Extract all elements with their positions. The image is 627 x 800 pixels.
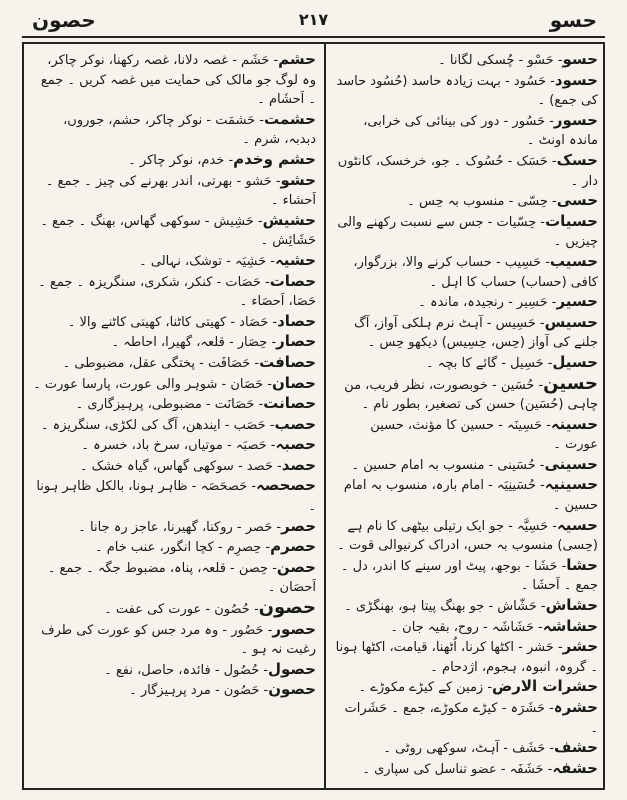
dictionary-entry (32, 211, 316, 251)
entry-headword: حصون (268, 680, 316, 699)
entry-headword: حسور (553, 110, 598, 129)
entry-definition: - حِسّیات - جس سے نسبت رکھنے والی چیزیں ۔ (337, 214, 598, 250)
entry-definition: - حُسَینِیَہ - امام بارہ، منسوب بہ امام حسین ۔ (343, 478, 598, 514)
dictionary-entry (334, 50, 598, 71)
entry-definition: - حَسِیب - حساب کرنے والا، بزرگوار، کافی (حساب) حساب کا اہل ۔ (353, 254, 598, 290)
entry-headword: حسیب (549, 251, 598, 270)
entry-headword: حشفہ (552, 758, 598, 777)
dictionary-entry (32, 476, 316, 516)
entry-definition: - حُسَینی - منسوب بہ امام حسین ۔ (351, 457, 545, 473)
entry-headword: حشرہ (553, 698, 598, 716)
entry-definition: - خدم، نوکر چاکر ۔ (128, 152, 234, 168)
entry-headword: حسیل (552, 352, 598, 371)
entry-definition: - حَصد - سوکھی گھاس، گیاہ خشک ۔ (79, 458, 282, 474)
entry-definition: - حَصَات - کنکر، شکری، سنگریزہ ۔ جمع ۔ حَصَا، اَحصَاء ۔ (38, 274, 316, 310)
entry-definition: - حُسَین - خوبصورت، نظر فریب، من چاہی (حُسَین) حسن کی تصغیر، بطور نام ۔ (344, 377, 598, 413)
right-column (334, 50, 598, 782)
entry-definition: - حَصُور - وہ مرد جس کو عورت کی طرف رغبت نہ ہو ۔ (41, 622, 316, 658)
entry-headword: حشو (280, 170, 316, 189)
entry-definition: - حَسْو - چُسکی لگانا ۔ (438, 53, 563, 68)
dictionary-entry (32, 435, 316, 456)
entry-definition: - حَسِینَہ - حسین کا مؤنث، حسین عورت ۔ (370, 417, 598, 453)
entry-headword: حصر (281, 516, 316, 535)
dictionary-entry (334, 698, 598, 738)
entry-definition: - حَشَم - غصہ دلانا، غصہ رکھنا، نوکر چاکر، وہ لوگ جو مالک کی حمایت میں غصہ کریں ۔ جمع ۔ اَحشَام ۔ (40, 53, 316, 108)
entry-definition: - حَشّاش - جو بھنگ پیتا ہو، بھنگڑی ۔ (344, 599, 546, 615)
entry-headword: حشا (566, 555, 598, 574)
dictionary-entry (334, 191, 598, 212)
entry-headword: حصافت (259, 352, 316, 371)
dictionary-entry (334, 111, 598, 151)
left-column (32, 50, 316, 782)
entry-headword: حسیس (544, 312, 598, 331)
header-rule (22, 36, 605, 38)
entry-headword: حصون (258, 597, 316, 619)
entry-headword: حشرات الارض (492, 677, 598, 696)
entry-definition: - حَصبَہ - موتیاں، سرخ باد، خسرہ ۔ (81, 438, 276, 454)
entry-definition: - حَسِیَّہ - جو ایک رتیلی بیٹھی کا نام ہے (حِسی) منسوب بہ حس، ادراک کرنیوالی قوت ۔ (337, 518, 598, 554)
entry-definition: - حَشَاشَہ - روح، بقیہ جان ۔ (390, 619, 543, 635)
dictionary-entry (334, 353, 598, 374)
entry-definition: - حَسِیل - گائے کا بچہ ۔ (426, 355, 553, 371)
entry-definition: - حَشَا - بوجھ، پیٹ اور سینے کا اندر، دل ۔ جمع ۔ اَحشَا ۔ (340, 558, 598, 594)
entry-headword: حسو (562, 50, 598, 68)
entry-definition: - حَسُور - دور کی بینائی کی خرابی، ماندہ اونٹ ۔ (363, 113, 598, 149)
entry-headword: حصانت (263, 394, 316, 413)
entry-definition: - حَصر - روکنا، گھیرنا، عاجز رہ جانا ۔ (78, 519, 282, 535)
dictionary-entry (32, 456, 316, 477)
entry-headword: حصان (271, 373, 316, 392)
right-running-head: حسو (549, 8, 597, 32)
page-number: ٢١٧ (298, 10, 329, 29)
entry-headword: حصبہ (275, 435, 316, 454)
entry-headword: حصور (272, 619, 316, 638)
entry-headword: حشم وخدم (233, 149, 316, 168)
entry-definition: - حَشر - اکٹھا کرنا، اُٹھنا، قیامت، اکٹھا ہونا ۔ گروہ، انبوہ، ہجوم، اژدحام ۔ (335, 640, 598, 675)
entry-headword: حشف (554, 738, 598, 757)
entry-definition: - حَشَف - آہٹ، سوکھی روٹی ۔ (383, 741, 555, 757)
entry-definition: - حَشِیَہ - توشک، نہالی ۔ (139, 253, 275, 269)
entry-definition: - حَصَاد - کھیتی کاٹنا، کھیتی کاٹنے والا ۔ (67, 314, 278, 330)
dictionary-entry (32, 251, 316, 272)
entry-definition: - حَشمَت - نوکر چاکر، حشم، جوروں، دبدبہ، شرم ۔ (63, 112, 316, 148)
dictionary-entry (32, 517, 316, 538)
entry-headword: حشر (562, 637, 598, 656)
entry-headword: حصد (281, 455, 316, 474)
dictionary-entry (334, 252, 598, 292)
entry-definition: - زمین کے کیڑے مکوڑے ۔ (358, 680, 493, 696)
dictionary-entry (334, 151, 598, 191)
entry-headword: حصرم (270, 537, 316, 556)
dictionary-entry (334, 596, 598, 617)
dictionary-entry (32, 660, 316, 681)
entry-headword: حسیر (556, 292, 598, 311)
entry-headword: حشمت (263, 109, 316, 128)
dictionary-entry (334, 516, 598, 556)
page-header (14, 8, 613, 34)
entry-headword: حصول (267, 659, 316, 678)
dictionary-entry (32, 558, 316, 598)
entry-headword: حسود (554, 70, 598, 89)
dictionary-entry (32, 598, 316, 620)
entry-headword: حشاشہ (542, 616, 598, 635)
entry-definition: - حَسُود - بہت زیادہ حاسد (حُسُود حاسد کی جمع) ۔ (336, 73, 598, 109)
dictionary-entry (334, 617, 598, 638)
dictionary-entry (334, 556, 598, 596)
entry-headword: حسینہ (550, 414, 598, 433)
entry-definition: - حَشَرَہ - کیڑے مکوڑے، جمع ۔ حَشَرات ۔ (344, 701, 598, 736)
entry-headword: حسینی (544, 454, 598, 473)
dictionary-entry (32, 680, 316, 701)
entry-headword: حصار (276, 332, 316, 351)
dictionary-entry (334, 455, 598, 476)
dictionary-entry (32, 150, 316, 171)
entry-headword: حسک (556, 150, 598, 169)
dictionary-entry (32, 312, 316, 333)
dictionary-entry (334, 637, 598, 677)
entry-headword: حشم (278, 50, 316, 68)
columns-frame (22, 42, 605, 790)
dictionary-entry (32, 50, 316, 110)
entry-definition: - حَصَانَت - مضبوطی، پرہیزگاری ۔ (75, 397, 264, 413)
dictionary-entry (334, 292, 598, 313)
entry-definition: - حَشِیش - سوکھی گھاس، بھنگ ۔ جمع ۔ حَشَائِش ۔ (40, 213, 316, 249)
entry-headword: حشیہ (275, 250, 316, 269)
entry-definition: - حَصَان - شوہر والی عورت، پارسا عورت ۔ (33, 376, 272, 392)
dictionary-entry (334, 738, 598, 759)
dictionary-entry (32, 415, 316, 436)
entry-headword: حصاد (277, 311, 316, 330)
entry-definition: - حَصُون - مرد پرہیزگار ۔ (129, 683, 269, 699)
entry-definition: - حُصُون - عورت کی عفت ۔ (104, 602, 259, 618)
dictionary-entry (334, 475, 598, 515)
entry-definition: - حِسّی - منسوب بہ حِس ۔ (407, 194, 557, 210)
entry-definition: - حَسِیس - آہٹ نرم ہلکی آواز، آگ جلنے کی آواز (حِس، حِسِیس) دیکھو حِس ۔ (354, 315, 598, 351)
entry-definition: - حِصرِم - کچا انگور، عنب خام ۔ (94, 540, 271, 556)
dictionary-entry (334, 415, 598, 455)
dictionary-entry (32, 537, 316, 558)
entry-definition: - حَصحَصَہ - ظاہر ہونا، بالکل ظاہر ہونا ۔ (36, 479, 316, 515)
entry-headword: حشاش (545, 596, 598, 615)
entry-definition: - حَصَب - ایندھن، آگ کی لکڑی، سنگریزہ ۔ (40, 417, 275, 433)
dictionary-entry (334, 677, 598, 698)
entry-definition: - حِصَار - قلعہ، گھیرا، احاطہ ۔ (111, 335, 277, 351)
entry-headword: حسین (543, 372, 598, 394)
dictionary-entry (32, 394, 316, 415)
dictionary-entry (32, 620, 316, 660)
entry-headword: حصن (276, 557, 316, 576)
entry-headword: حسیات (545, 211, 598, 230)
dictionary-entry (334, 71, 598, 111)
entry-definition: - حِصن - قلعہ، پناہ، مضبوط جگہ ۔ جمع ۔ اَحصَان ۔ (47, 560, 316, 596)
entry-headword: حصب (274, 414, 316, 433)
dictionary-entry (32, 171, 316, 211)
entry-definition: - حُصُول - فائدہ، حاصل، نفع ۔ (104, 662, 268, 678)
entry-headword: حسینیہ (544, 475, 598, 494)
column-divider (324, 44, 326, 788)
dictionary-entry (334, 212, 598, 252)
dictionary-entry (32, 110, 316, 150)
left-running-head: حصون (32, 8, 96, 32)
dictionary-entry (334, 313, 598, 353)
entry-definition: - حَسِیر - رنجیدہ، ماندہ ۔ (418, 295, 557, 311)
dictionary-entry (32, 374, 316, 395)
dictionary-entry (334, 374, 598, 415)
entry-definition: - حَشَفَہ - عضو تناسل کی سپاری ۔ (362, 761, 553, 777)
entry-headword: حصات (269, 271, 316, 290)
entry-definition: - حَشو - بھرتی، اندر بھرنے کی چیز ۔ جمع ۔ اَحشاء ۔ (45, 173, 316, 209)
entry-headword: حسی (556, 191, 598, 210)
entry-definition: - حَصَافَت - پختگی عقل، مضبوطی ۔ (62, 355, 260, 371)
dictionary-entry (32, 272, 316, 312)
dictionary-entry (32, 353, 316, 374)
entry-headword: حسیہ (557, 515, 598, 534)
dictionary-entry (32, 332, 316, 353)
entry-definition: - حَسَک - حُسُوک ۔ جو، خرخسک، کانٹوں دار ۔ (337, 153, 598, 189)
entry-headword: حشیش (262, 210, 316, 229)
dictionary-entry (334, 759, 598, 780)
entry-headword: حصحصہ (256, 476, 316, 495)
